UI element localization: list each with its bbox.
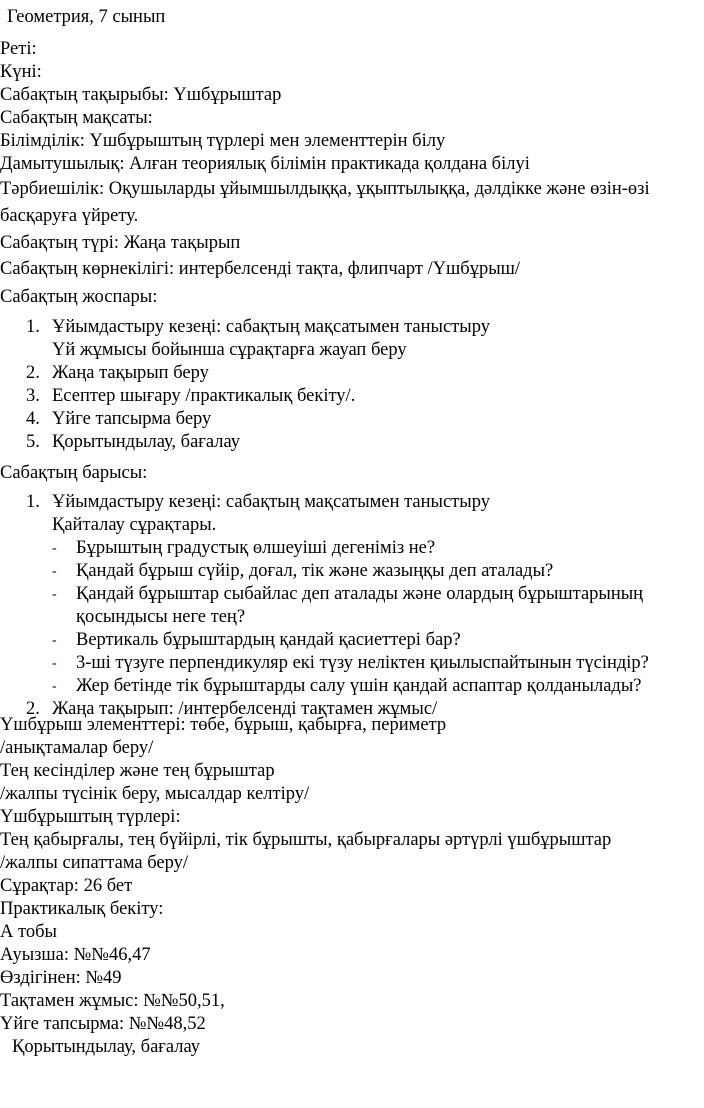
closing-line: Қорытындылау, бағалау [12,1037,201,1057]
dash-bullet-icon: - [52,541,57,556]
meta-date: Күні: [0,62,42,82]
plan-item-number: 5. [26,432,40,452]
body-line: Тақтамен жұмыс: №№50,51, [0,991,225,1011]
plan-item-number: 4. [26,409,40,429]
plan-item-text: Есептер шығару /практикалық бекіту/. [52,386,356,406]
lesson-meta [0,38,700,281]
plan-item-text: Ұйымдастыру кезеңі: сабақтың мақсатымен таныстыру [52,317,490,337]
body-line: Үшбұрыш элементтері: төбе, бұрыш, қабырға, периметр [0,715,447,735]
dash-bullet-icon: - [52,656,57,671]
meta-type: Сабақтың түрі: Жаңа тақырып [0,233,241,253]
question-item [52,652,702,675]
body-line: /анықтамалар беру/ [0,738,154,758]
meta-educational: Білімділік: Үшбұрыштың түрлері мен элементтерін білу [0,131,446,151]
plan-item-number: 1. [26,317,40,337]
body-line: А тобы [0,922,57,942]
body-line: Үшбұрыштың түрлері: [0,807,181,827]
question-text: Вертикаль бұрыштардың қандай қасиеттері бар? [76,630,461,650]
meta-topic: Сабақтың тақырыбы: Үшбұрыштар [0,85,282,105]
meta-visuals: Сабақтың көрнекілігі: интербелсенді тақта, флипчарт /Үшбұрыш/ [0,259,521,279]
question-item [52,675,702,698]
dash-bullet-icon: - [52,633,57,648]
body-line: Сұрақтар: 26 бет [0,876,133,896]
meta-goals: Сабақтың мақсаты: [0,108,153,128]
question-text: Қандай бұрыштар сыбайлас деп аталады және олардың бұрыштарының қосындысы неге тең? [76,584,644,627]
plan-item [26,431,686,454]
plan-item-number: 2. [26,363,40,383]
plan-item-text: Қорытындылау, бағалау [52,432,241,452]
course-section [26,491,702,721]
course-item [26,491,702,537]
question-item [52,560,702,583]
body-line: Тең кесінділер және тең бұрыштар [0,761,275,781]
question-text: Жер бетінде тік бұрыштарды салу үшін қандай аспаптар қолданылады? [76,676,642,696]
body-line: Тең қабырғалы, тең бүйірлі, тік бұрышты, қабырғалары әртүрлі үшбұрыштар [0,830,612,850]
course-item-subtext: Қайталау сұрақтары. [52,515,217,535]
course-item-number: 1. [26,492,40,512]
body-line: /жалпы сипаттама беру/ [0,853,189,873]
question-item [52,629,702,652]
question-item [52,537,702,560]
body-line: Ауызша: №№46,47 [0,945,151,965]
body-line: Үйге тапсырма: №№48,52 [0,1014,206,1034]
body-line: Өздігінен: №49 [0,968,122,988]
plan-item [26,362,686,385]
meta-upbringing: Тәрбиешілік: Оқушыларды ұйымшылдыққа, ұқыптылыққа, дәлдікке және өзін-өзі басқаруға үйрету. [0,179,650,226]
dash-bullet-icon: - [52,587,57,602]
course-item-number: 2. [26,699,40,719]
question-text: 3-ші түзуге перпендикуляр екі түзу неліктен қиылыспайтынын түсіндір? [76,653,649,673]
plan-heading: Сабақтың жоспары: [0,287,158,307]
course-heading: Сабақтың барысы: [0,463,148,483]
plan-item-text: Жаңа тақырып беру [52,363,209,383]
document-header: Геометрия, 7 сынып [7,7,166,27]
plan-item-text: Үйге тапсырма беру [52,409,212,429]
question-text: Бұрыштың градустық өлшеуіші дегеніміз не? [76,538,436,558]
plan-item [26,385,686,408]
plan-item [26,316,686,362]
plan-item [26,408,686,431]
meta-order: Реті: [0,39,37,59]
plan-item-number: 3. [26,386,40,406]
review-questions [52,537,702,698]
question-item [52,583,702,629]
plan-item-subtext: Үй жұмысы бойынша сұрақтарға жауап беру [52,340,407,360]
dash-bullet-icon: - [52,564,57,579]
lesson-body [0,714,700,1059]
dash-bullet-icon: - [52,679,57,694]
plan-list [26,316,686,454]
body-line: /жалпы түсінік беру, мысалдар келтіру/ [0,784,310,804]
course-item-text: Жаңа тақырып: /интербелсенді тақтамен жұмыс/ [52,699,438,719]
body-line: Практикалық бекіту: [0,899,164,919]
question-text: Қандай бұрыш сүйір, доғал, тік және жазыңқы деп аталады? [76,561,554,581]
course-item-text: Ұйымдастыру кезеңі: сабақтың мақсатымен таныстыру [52,492,490,512]
meta-developmental: Дамытушылық: Алған теориялық білімін практикада қолдана білуі [0,154,530,174]
